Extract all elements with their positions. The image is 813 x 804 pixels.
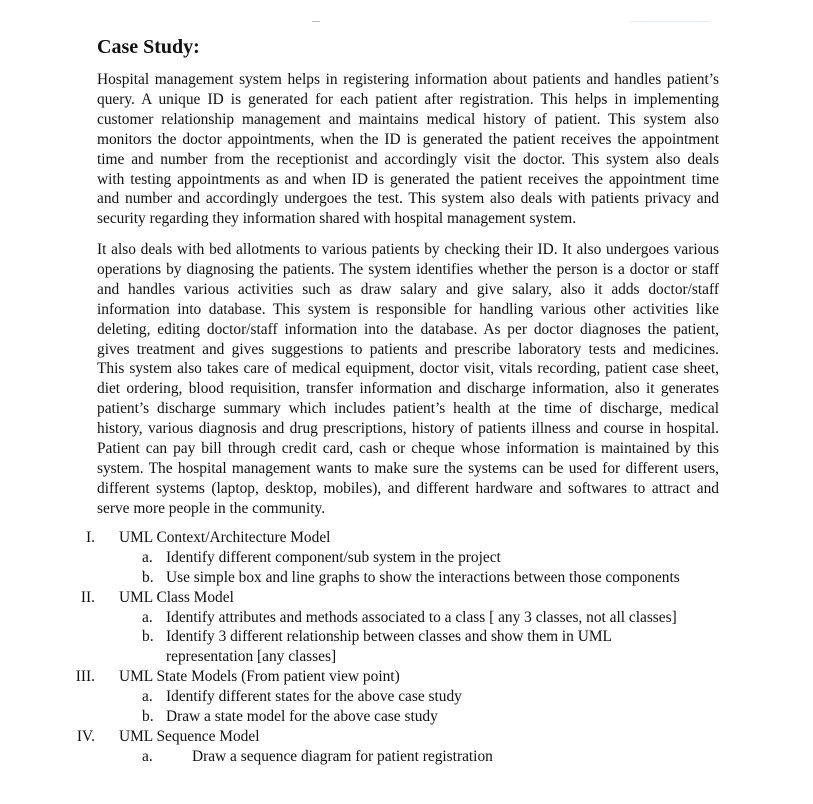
task-number: IV. [76,727,95,745]
subtask-item [0,568,813,588]
scan-artifact [630,21,710,22]
subtask-item [0,627,813,647]
text-line: diet ordering, blood requisition, transfer information and discharge information, also it generates [97,380,719,398]
task-heading [0,588,813,608]
task-heading [0,528,813,548]
task-number: I. [86,529,95,546]
subtask-text: Identify attributes and methods associated to a class [ any 3 classes, not all classes] [166,608,677,626]
text-line: gives treatment and gives suggestions to patients and prescribe laboratory tests and medicines. [97,340,719,358]
page-title: Case Study: [97,36,200,58]
subtask-text: representation [any classes] [166,648,337,666]
text-line: This system also takes care of medical equipment, doctor visit, vitals recording, patient case sheet, [97,360,719,378]
subtask-letter: a. [142,548,153,566]
scan-artifact [312,21,320,22]
subtask-text: Identify different component/sub system in the project [166,548,501,566]
text-line: and handles various activities such as draw salary and give salary, also it adds doctor/staff [97,280,719,298]
paragraph-1 [97,70,719,229]
task-number: III. [75,668,95,686]
subtask-text: Draw a state model for the above case study [166,708,438,726]
subtask-item [0,548,813,568]
task-list [0,528,813,767]
text-line: and number and accordingly undergoes the test. This system also deals with patients privacy and [97,190,719,208]
text-line: serve more people in the community. [97,499,326,517]
text-line: time and number from the receptionist and accordingly visit the doctor. This system also deals [97,150,719,168]
text-line: information into database. This system is responsible for handling various other activities like [97,300,719,318]
subtask-letter: a. [142,608,153,626]
text-line: history, various diagnosis and drug prescriptions, history of patients illness and course in hospital. [97,420,719,438]
task-label: UML Class Model [119,588,234,606]
text-line: Patient can pay bill through credit card, cash or cheque whose information is maintained by this [97,440,719,458]
task-number: II. [80,588,95,606]
subtask-text: Use simple box and line graphs to show the interactions between those components [166,568,680,586]
text-line: query. A unique ID is generated for each patient after registration. This helps in implementing [97,90,719,108]
text-line: system. The hospital management wants to make sure the systems can be used for different users, [97,459,719,477]
text-line: deleting, editing doctor/staff information into the database. As per doctor diagnoses the patient, [97,320,719,338]
task-label: UML Context/Architecture Model [119,529,331,546]
text-line: patient’s discharge summary which includes patient’s health at the time of discharge, medical [97,400,719,418]
text-line: with testing appointments as and when ID is generated the patient receives the appointment time [97,170,719,188]
subtask-letter: a. [142,747,153,765]
text-line: customer relationship management and maintains medical history of patient. This system also [97,110,719,128]
subtask-text: Draw a sequence diagram for patient registration [192,747,493,765]
task-heading [0,727,813,747]
subtask-letter: b. [142,628,154,646]
text-line: security regarding they information shared with hospital management system. [97,210,577,228]
text-line: different systems (laptop, desktop, mobiles), and different hardware and softwares to attract and [97,479,719,497]
paragraph-2 [97,240,719,519]
subtask-letter: a. [142,688,153,706]
task-label: UML Sequence Model [119,727,260,745]
text-line: operations by diagnosing the patients. The system identifies whether the person is a doctor or staff [97,260,719,278]
subtask-letter: b. [142,568,154,586]
text-line: It also deals with bed allotments to various patients by checking their ID. It also undergoes various [97,241,719,258]
subtask-text: Identify 3 different relationship between classes and show them in UML [166,628,612,646]
subtask-item [0,707,813,727]
text-line: monitors the doctor appointments, when the ID is generated the patient receives the appointment [97,130,719,148]
subtask-letter: b. [142,708,154,726]
subtask-continuation [0,647,813,667]
task-heading [0,667,813,687]
subtask-text: Identify different states for the above case study [166,688,462,706]
subtask-item [0,747,813,767]
subtask-item [0,608,813,628]
task-label: UML State Models (From patient view point) [119,668,400,686]
text-line: Hospital management system helps in registering information about patients and handles patient’s [97,71,719,88]
subtask-item [0,687,813,707]
